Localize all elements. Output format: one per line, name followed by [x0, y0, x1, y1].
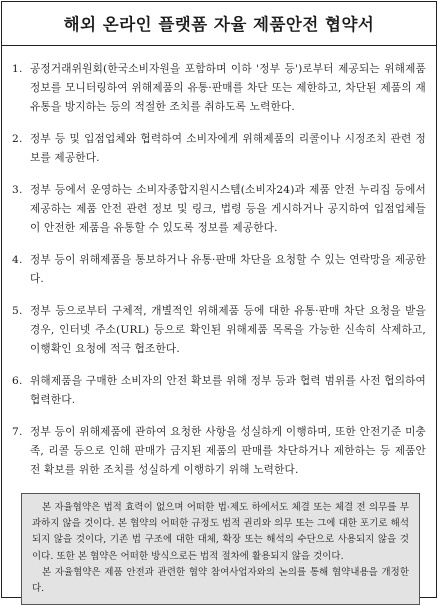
clause-item — [8, 251, 426, 289]
clause-number: 6. — [12, 375, 23, 387]
clause-item — [8, 60, 426, 117]
document-title: 해외 온라인 플랫폼 자율 제품안전 협약서 — [63, 15, 375, 34]
clause-item — [8, 372, 426, 410]
clause-item — [8, 130, 426, 168]
clause-item — [8, 181, 426, 238]
disclaimer-paragraph: 본 자율협약은 법적 효력이 없으며 어떠한 법·제도 하에서도 체결 또는 체결 전 의무를 부과하지 않을 것이다. 본 협약의 어떠한 규정도 법적 권리와 의무 또는 그에 대한 포기로 해석되지 않을 것이다, 기존 법 구조에 대한 대체, 확장 또는 해석의 수단으로 사용되지 않을 것이다. 또한 본 협약은 어떠한 방식으로든 법적 절차에 활용되지 않을 것이다. — [32, 502, 409, 562]
clause-text: 공정거래위원회(한국소비자원을 포함하며 이하 '정부 등')로부터 제공되는 위해제품 정보를 모니터링하여 위해제품의 유통·판매를 차단 또는 제한하고, 차단된 제품의 재유통을 방지하는 등의 적절한 조치를 취하도록 노력한다. — [30, 63, 426, 113]
clause-text: 정부 등이 위해제품에 관하여 요청한 사항을 성실하게 이행하며, 또한 안전기준 미충족, 리콜 등으로 인해 판매가 금지된 제품의 판매를 차단하거나 제한하는 등 제품안전 확보를 위한 조치를 성실하게 이행하기 위해 노력한다. — [30, 426, 426, 476]
disclaimer-paragraph: 본 자율협약은 제품 안전과 관련한 협약 참여사업자와의 논의를 통해 협약내용을 개정한다. — [32, 566, 409, 595]
title-divider — [2, 45, 436, 46]
clause-number: 3. — [12, 184, 23, 196]
clause-item — [8, 423, 426, 480]
clause-number: 2. — [12, 133, 23, 145]
clause-number: 5. — [12, 305, 23, 317]
agreement-document — [1, 1, 437, 598]
clause-text: 정부 등에서 운영하는 소비자종합지원시스템(소비자24)과 제품 안전 누리집 등에서 제공하는 제품 안전 관련 정보 및 링크, 법령 등을 게시하거나 공지하여 입점업체들이 안전한 제품을 유통할 수 있도록 정보를 제공한다. — [30, 184, 426, 234]
clause-text: 정부 등이 위해제품을 통보하거나 유통·판매 차단을 요청할 수 있는 연락망을 제공한다. — [30, 254, 426, 285]
clause-item — [8, 302, 426, 359]
clause-text: 위해제품을 구매한 소비자의 안전 확보를 위해 정부 등과 협력 범위를 사전 협의하여 협력한다. — [30, 375, 426, 406]
disclaimer-box — [21, 493, 420, 605]
clause-number: 1. — [12, 63, 23, 75]
clause-number: 7. — [12, 426, 23, 438]
clause-text: 정부 등으로부터 구체적, 개별적인 위해제품 등에 대한 유통·판매 차단 요청을 받을 경우, 인터넷 주소(URL) 등으로 확인된 위해제품 목록을 가능한 신속히 삭제하고, 이행확인 요청에 적극 협조한다. — [30, 305, 426, 355]
clause-text: 정부 등 및 입점업체와 협력하여 소비자에게 위해제품의 리콜이나 시정조치 관련 정보를 제공한다. — [30, 133, 426, 164]
clause-number: 4. — [12, 254, 23, 266]
clause-list — [2, 60, 436, 480]
